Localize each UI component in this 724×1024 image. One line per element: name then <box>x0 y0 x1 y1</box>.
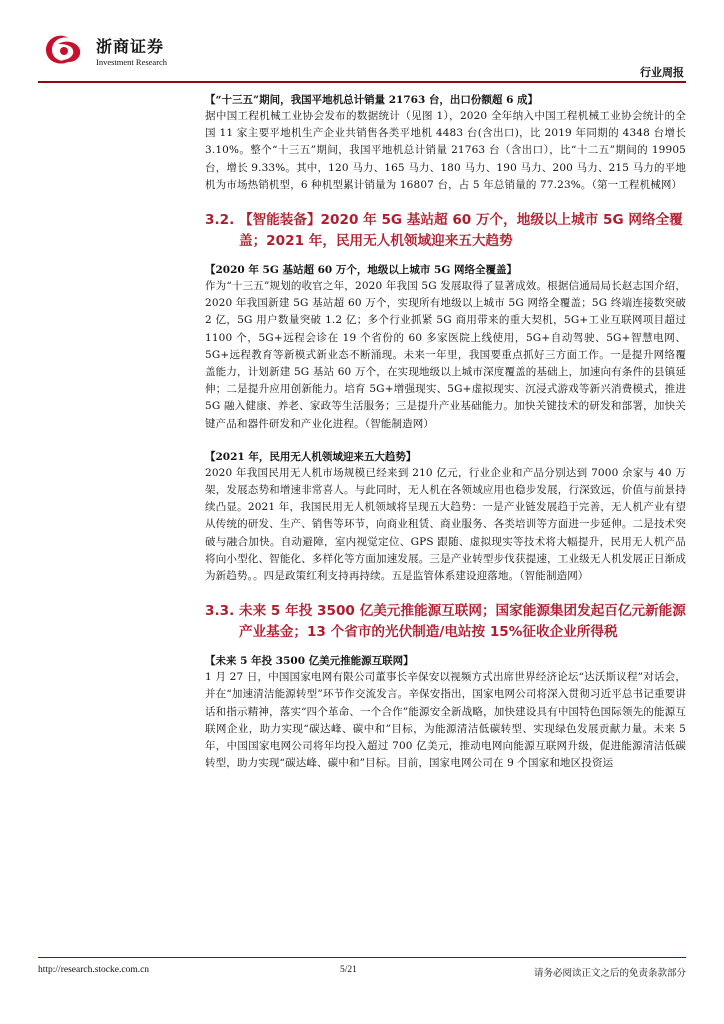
energy-internet-heading: 【未来 5 年投 3500 亿美元推能源互联网】 <box>205 655 414 668</box>
section-3-2-text: 【智能装备】2020 年 5G 基站超 60 万个，地级以上城市 5G 网络全覆盖；2021 年，民用无人机领域迎来五大趋势 <box>239 212 683 250</box>
footer-disclaimer: 请务必阅读正文之后的免责条款部分 <box>533 968 686 979</box>
drone-paragraph: 2020 年我国民用无人机市场规模已经来到 210 亿元，行业企业和产品分别达到 7000 余家与 40 万架，发展态势和增速非常喜人。与此同时，无人机在各领域应用也稳步发展，行深致远，价值与前景持续凸显。2021 年，我国民用无人机领域将呈现五大趋势：一是产业链发展趋于完善，无人机产业有望从传统的研发、生产、销售等环节，向商业租赁、商业服务、各类培训等方面进一步延伸。二是技术突破与融合加快。自动避障，室内视觉定位、GPS 跟随、虚拟现实等技术将大幅提升，民用无人机产品将向小型化、智能化、多样化等方面加速发展。三是产业转型步伐获提速，工业级无人机发展正日渐成为新趋势。。四是政策红利支持再持续。五是监管体系建设迎落地。（智能制造网） <box>205 466 686 583</box>
brand-name-en: Investment Research <box>96 57 168 67</box>
5g-heading: 【2020 年 5G 基站超 60 万个，地级以上城市 5G 网络全覆盖】 <box>205 264 517 277</box>
grader-sales-paragraph: 据中国工程机械工业协会发布的数据统计（见图 1），2020 全年纳入中国工程机械工业协会统计的全国 11 家主要平地机生产企业共销售各类平地机 4483 台(含出口)，比 2019 年同期的 4348 台增长 3.10%。整个“十三五”期间，我国平地机总计销量 21763 台（含出口），比“十二五”期间的 19905 台，增长 9.33%。其中，120 马力、165 马力、180 马力、190 马力、200 马力、215 马力的平地机为市场热销机型，6 种机型累计销量为 16807 台，占 5 年总销量的 77.23%。（第一工程机械网） <box>205 110 686 191</box>
footer-url: http://research.stocke.com.cn <box>38 965 150 975</box>
drone-heading: 【2021 年，民用无人机领域迎来五大趋势】 <box>205 450 417 463</box>
section-3-2-number: 3.2. <box>205 212 235 229</box>
5g-paragraph: 作为“十三五”规划的收官之年，2020 年我国 5G 发展取得了显著成效。根据信通局局长赵志国介绍，2020 年我国新建 5G 基站超 60 万个，实现所有地级以上城市 5G 网络全覆盖；5G 终端连接数突破 2 亿，5G 用户数量突破 1.2 亿；多个行业抓紧 5G 商用带来的重大契机，5G+工业互联网项目超过 1100 个，5G+远程会诊在 19 个省份的 60 多家医院上线使用，5G+自动驾驶、5G+智慧电网、5G+远程教育等新模式新业态不断涌现。未来一年里，我国要重点抓好三方面工作。一是提升网络覆盖能力，计划新建 5G 基站 60 万个，在实现地级以上城市深度覆盖的基础上，加速向有条件的县镇延伸；二是提升应用创新能力。培育 5G+增强现实、5G+虚拟现实、沉浸式游戏等新兴消费模式，推进 5G 融入健康、养老、家政等生活服务；三是提升产业基础能力。加快关键技术的研发和部署，加快关键产品和器件研发和产业化进程。（智能制造网） <box>205 280 686 430</box>
header-divider <box>38 81 686 83</box>
page-header <box>38 26 686 86</box>
energy-internet-paragraph: 1 月 27 日，中国国家电网有限公司董事长辛保安以视频方式出席世界经济论坛“达沃斯议程”对话会，并在“加速清洁能源转型”环节作交流发言。辛保安指出，国家电网公司将深入贯彻习近平总书记重要讲话和指示精神，落实“四个革命、一个合作”能源安全新战略，加快建设具有中国特色国际领先的能源互联网企业，助力实现“碳达峰、碳中和”目标，为能源清洁低碳转型、实现绿色发展贡献力量。未来 5 年，中国国家电网公司将年均投入超过 700 亿美元，推动电网向能源互联网升级，促进能源清洁低碳转型，助力实现“碳达峰、碳中和”目标。目前，国家电网公司在 9 个国家和地区投资运 <box>205 671 686 770</box>
section-3-2-title <box>205 210 686 252</box>
footer-divider <box>38 957 686 958</box>
page-number: 5/21 <box>340 965 357 975</box>
section-3-3-title <box>205 601 686 643</box>
section-3-3-number: 3.3. <box>205 603 235 620</box>
report-type-label: 行业周报 <box>640 66 684 79</box>
grader-sales-heading: 【“十三五”期间，我国平地机总计销量 21763 台，出口份额超 6 成】 <box>205 94 539 106</box>
main-content <box>205 92 686 772</box>
zheshang-logo-icon <box>38 30 88 70</box>
brand-name-cn: 浙商证券 <box>96 37 165 56</box>
section-3-3-text: 未来 5 年投 3500 亿美元推能源互联网；国家能源集团发起百亿元新能源产业基金；13 个省市的光伏制造/电站按 15%征收企业所得税 <box>239 603 686 641</box>
